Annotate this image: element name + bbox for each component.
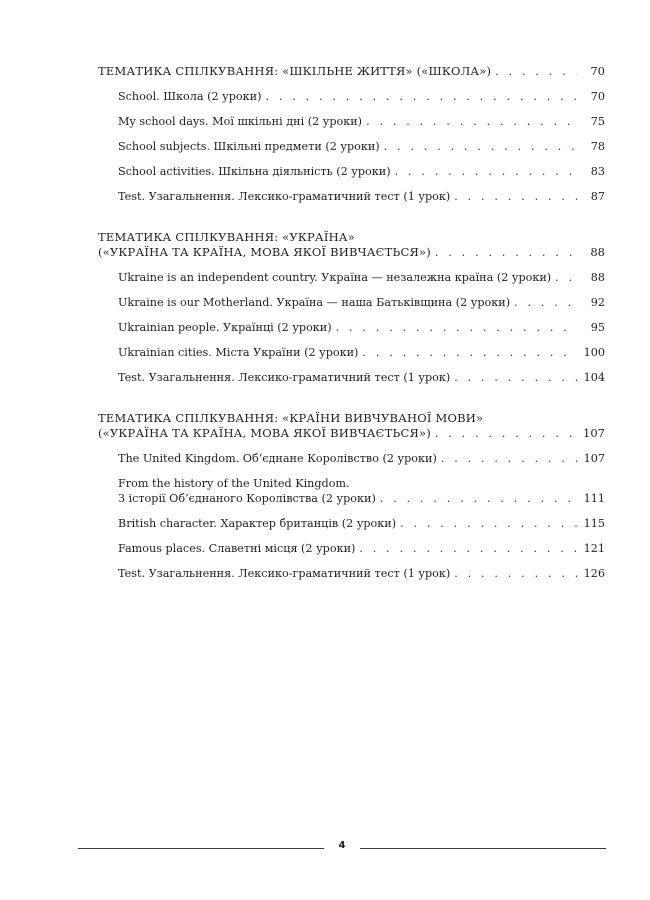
entry-title: Test. Узагальнення. Лексико-граматичний тест (1 урок) — [118, 190, 451, 203]
section-heading-line: ТЕМАТИКА СПІЛКУВАННЯ: «КРАЇНИ ВИВЧУВАНОЇ МОВИ» — [98, 411, 484, 425]
page-number: 95 — [590, 321, 605, 334]
entry-title: School. Школа (2 уроки) — [118, 90, 262, 103]
page-number: 126 — [583, 567, 605, 580]
section-heading-line: («УКРАЇНА ТА КРАЇНА, МОВА ЯКОЇ ВИВЧАЄТЬСЯ») — [98, 426, 431, 440]
dot-leader — [265, 89, 577, 104]
page-number: 87 — [590, 190, 605, 203]
section-heading-line: ТЕМАТИКА СПІЛКУВАННЯ: «ШКІЛЬНЕ ЖИТТЯ» («ШКОЛА») — [98, 64, 492, 78]
dot-leader — [454, 370, 577, 385]
page-number: 75 — [590, 115, 605, 128]
footer-page-number: 4 — [338, 840, 346, 851]
toc-entry[interactable] — [118, 541, 605, 556]
dot-leader — [555, 270, 577, 285]
page-footer — [78, 840, 606, 856]
toc-entry[interactable] — [118, 164, 605, 179]
toc-section — [98, 230, 605, 385]
page-number: 92 — [590, 296, 605, 309]
toc-entry[interactable] — [118, 320, 605, 335]
page-number: 104 — [583, 371, 605, 384]
toc-entry[interactable] — [118, 189, 605, 204]
dot-leader — [454, 566, 577, 581]
dot-leader — [495, 64, 577, 79]
page-number: 121 — [583, 542, 605, 555]
page-number: 70 — [590, 90, 605, 103]
toc-entry[interactable] — [118, 270, 605, 285]
toc-entry[interactable] — [118, 566, 605, 581]
toc-entry[interactable] — [118, 139, 605, 154]
toc-entry[interactable] — [118, 516, 605, 531]
entry-title: Ukrainian cities. Міста України (2 уроки) — [118, 346, 359, 359]
dot-leader — [400, 516, 577, 531]
entry-title: Test. Узагальнення. Лексико-граматичний тест (1 урок) — [118, 567, 451, 580]
entry-title: From the history of the United Kingdom. — [118, 477, 350, 490]
entry-title: З історії Об’єднаного Королівства (2 уроки) — [118, 492, 376, 505]
dot-leader — [441, 451, 577, 466]
entry-title: The United Kingdom. Об’єднане Королівство (2 уроки) — [118, 452, 437, 465]
section-heading[interactable] — [98, 64, 605, 79]
entry-title: British character. Характер британців (2 уроки) — [118, 517, 397, 530]
page-number: 115 — [583, 517, 605, 530]
dot-leader — [362, 345, 577, 360]
page-number: 100 — [583, 346, 605, 359]
page-number: 88 — [590, 245, 605, 259]
section-heading-line: ТЕМАТИКА СПІЛКУВАННЯ: «УКРАЇНА» — [98, 230, 355, 244]
toc-entry[interactable] — [118, 295, 605, 310]
dot-leader — [366, 114, 577, 129]
entry-title: Ukraine is our Motherland. Україна — наша Батьківщина (2 уроки) — [118, 296, 511, 309]
dot-leader — [395, 164, 577, 179]
entry-title: My school days. Мої шкільні дні (2 уроки) — [118, 115, 363, 128]
page-number: 111 — [583, 492, 605, 505]
page-number: 88 — [590, 271, 605, 284]
entry-title: Test. Узагальнення. Лексико-граматичний тест (1 урок) — [118, 371, 451, 384]
dot-leader — [359, 541, 577, 556]
entry-title: Famous places. Славетні місця (2 уроки) — [118, 542, 356, 555]
section-heading[interactable] — [98, 230, 605, 260]
toc-entry[interactable] — [118, 370, 605, 385]
section-heading[interactable] — [98, 411, 605, 441]
toc-entry[interactable] — [118, 114, 605, 129]
dot-leader — [384, 139, 577, 154]
entry-title: School activities. Шкільна діяльність (2 уроки) — [118, 165, 391, 178]
toc-section — [98, 64, 605, 204]
page-number: 107 — [583, 426, 605, 440]
dot-leader — [435, 245, 577, 260]
dot-leader — [435, 426, 577, 441]
entry-title: Ukraine is an independent country. Україна — незалежна країна (2 уроки) — [118, 271, 552, 284]
dot-leader — [336, 320, 577, 335]
toc-section — [98, 411, 605, 581]
dot-leader — [454, 189, 577, 204]
page-number: 70 — [590, 64, 605, 78]
section-heading-line: («УКРАЇНА ТА КРАЇНА, МОВА ЯКОЇ ВИВЧАЄТЬСЯ») — [98, 245, 431, 259]
entry-title: Ukrainian people. Українці (2 уроки) — [118, 321, 332, 334]
toc-entry[interactable] — [118, 89, 605, 104]
footer-rule-right — [360, 848, 606, 849]
table-of-contents — [98, 64, 605, 607]
entry-title: School subjects. Шкільні предмети (2 уроки) — [118, 140, 380, 153]
toc-entry[interactable] — [118, 451, 605, 466]
dot-leader — [514, 295, 577, 310]
page-number: 83 — [590, 165, 605, 178]
page-number: 107 — [583, 452, 605, 465]
toc-entry[interactable] — [118, 345, 605, 360]
dot-leader — [380, 491, 577, 506]
page-number: 78 — [590, 140, 605, 153]
toc-entry[interactable] — [118, 476, 605, 506]
